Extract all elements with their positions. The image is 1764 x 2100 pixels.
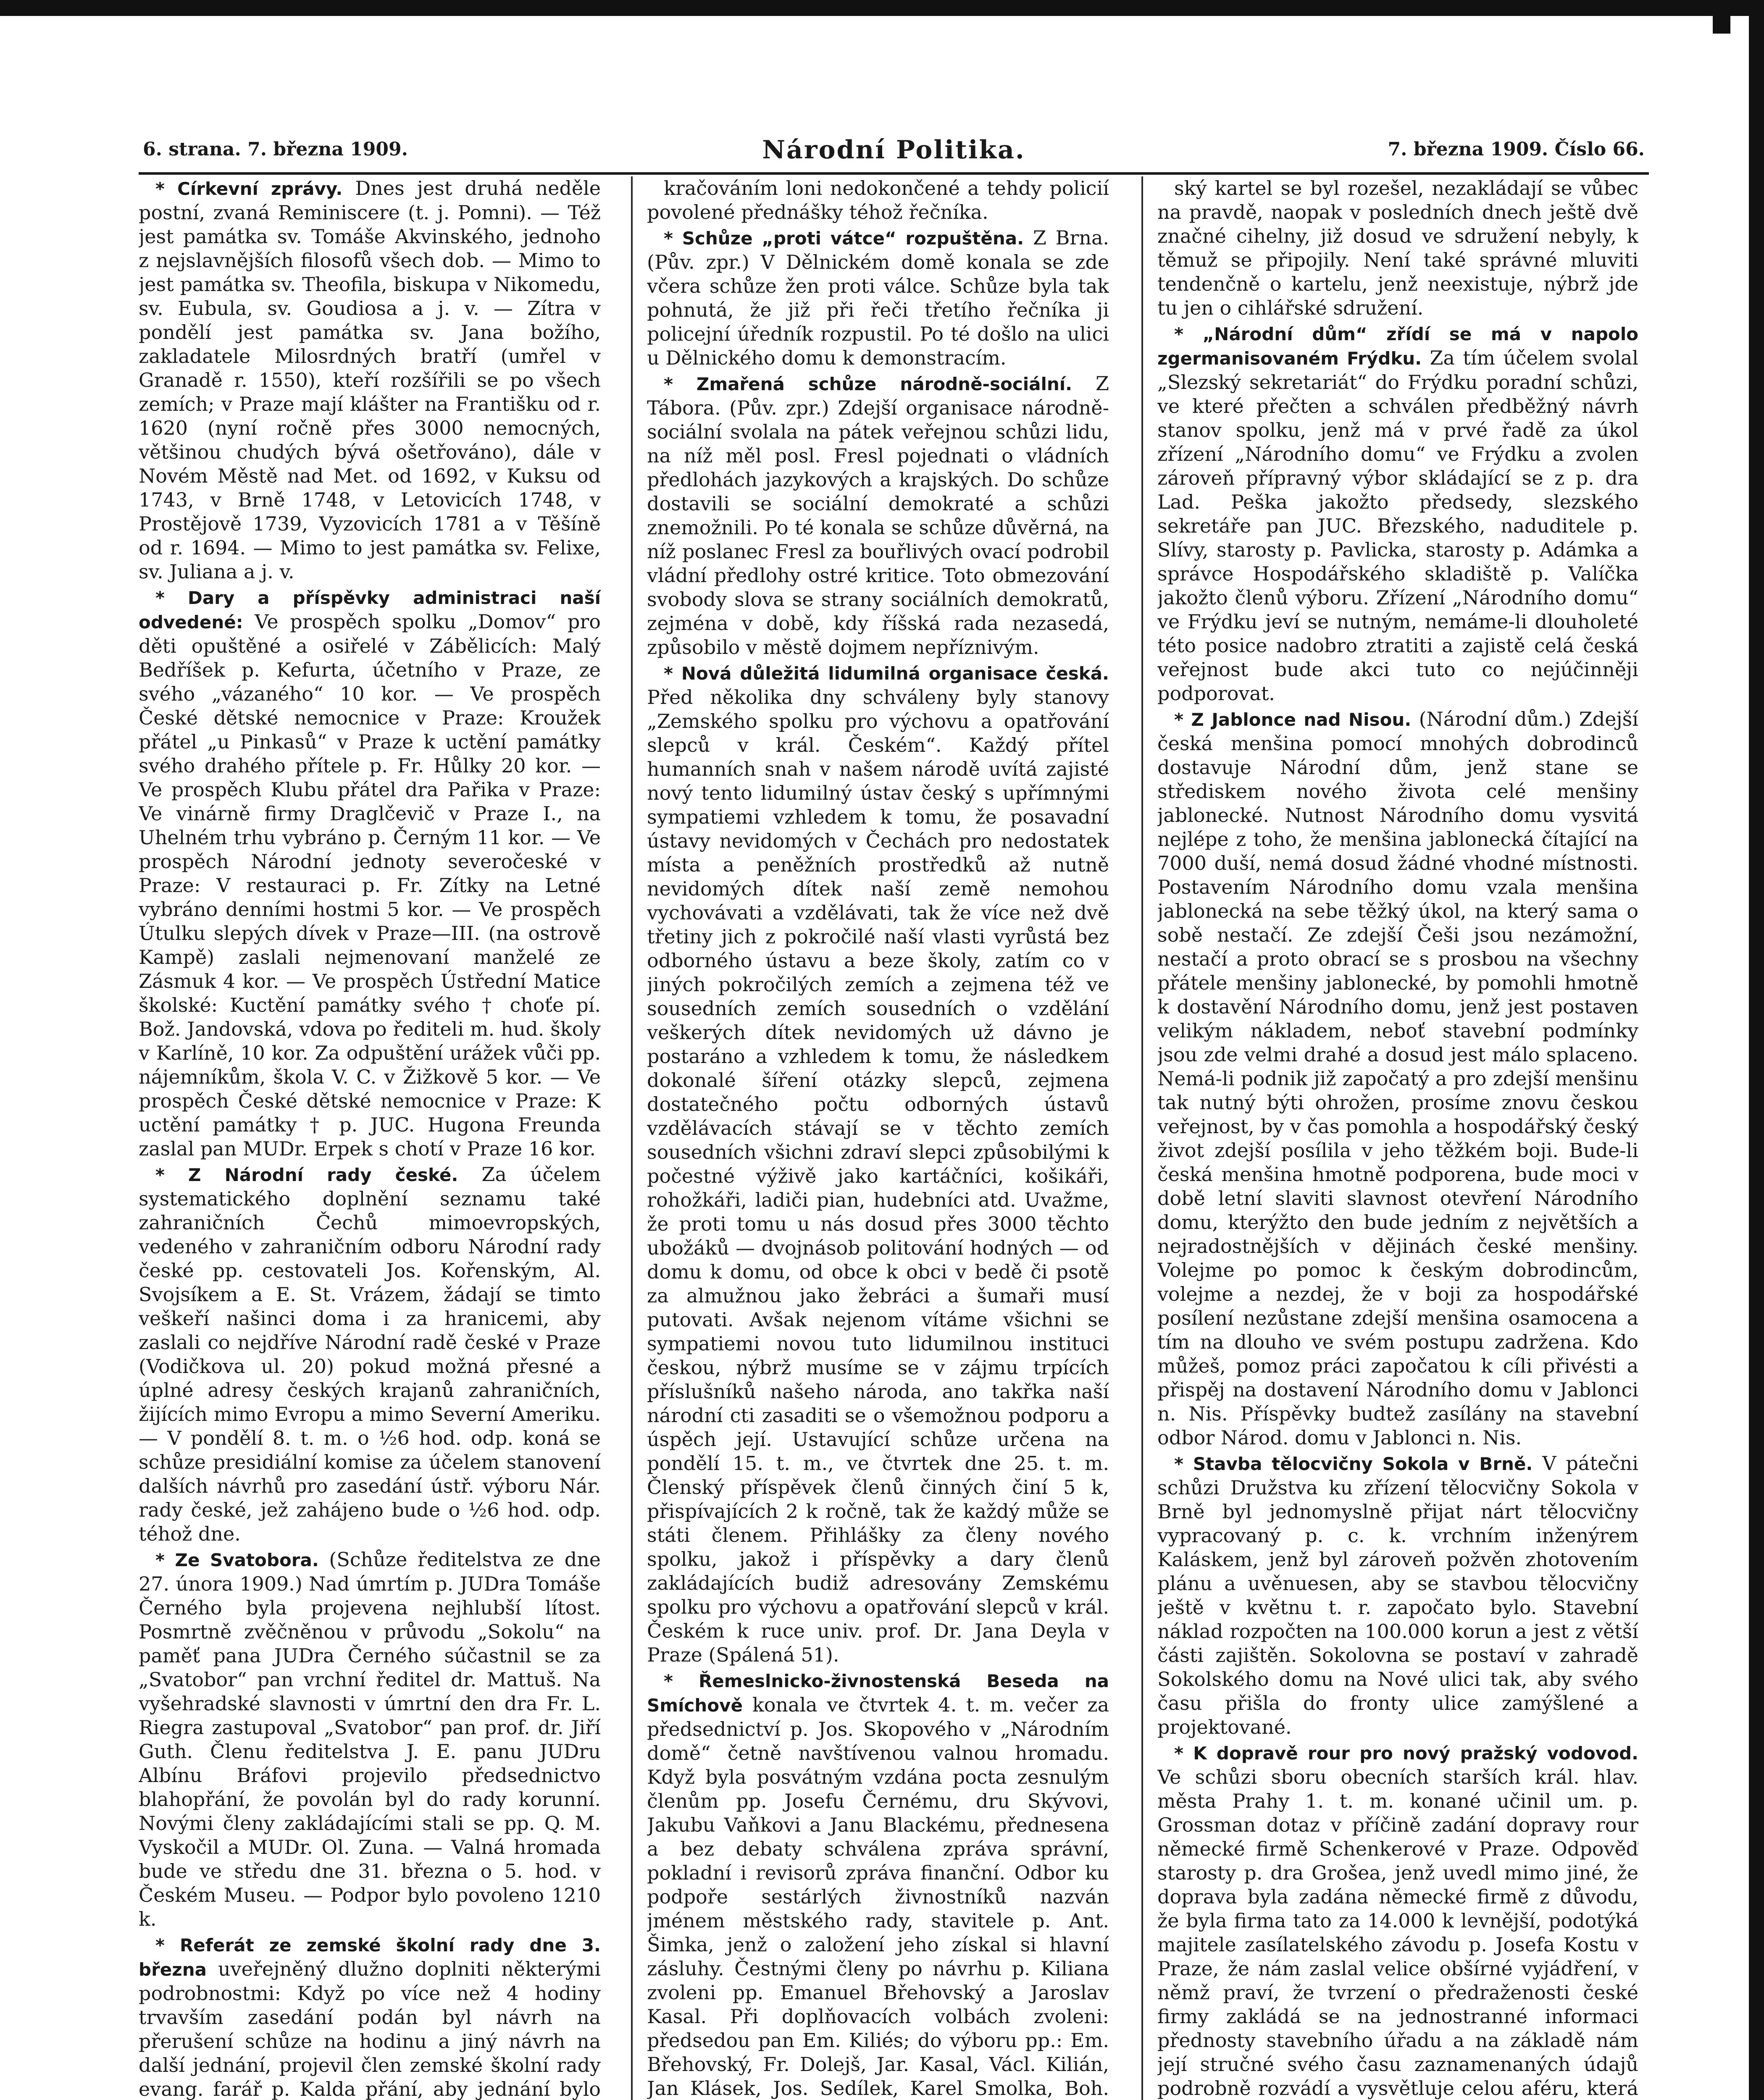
news-item-body: Ve prospěch spolku „Domov“ pro děti opuštěné a osiřelé v Zábělicích: Malý Bedříšek p. Kefurta, účetního v Praze, ze svého „vázaného“ 10 kor. — Ve prospěch České dětské nemocnice v Praze: Kroužek přátel „u Pinkasů“ v Praze k uctění památky svého drahého přítele p. Fr. Hůlky 20 kor. — Ve prospěch Klubu přátel dra Pařika v Praze: Ve vinárně firmy Draglčevič v Praze I., na Uhelném trhu vybráno p. Černým 11 kor. — Ve prospěch Národní jednoty severočeské v Praze: V restauraci p. Fr. Zítky na Letné vybráno denními hostmi 5 kor. — Ve prospěch Útulku slepých dívek v Praze—III. (na ostrově Kampě) zaslali nejmenovaní manželé ze Zásmuk 4 kor. — Ve prospěch Ústřední Matice školské: Kuctění památky svého † choťe pí. Bož. Jandovská, vdova po řediteli m. hud. školy v Karlíně, 10 kor. Za odpuštění urážek vůči pp. nájemníkům, škola V. C. v Žižkově 5 kor. — Ve prospěch České dětské nemocnice v Praze: K uctění památky † p. JUC. Hugona Freunda zaslal pan MUDr. Erpek s chotí v Praze 16 kor.: [139, 610, 601, 1160]
header-rule: [139, 172, 1649, 175]
news-item: [647, 226, 1109, 370]
news-item-headline: * Stavba tělocvičny Sokola v Brně.: [1174, 1454, 1533, 1474]
news-item-body: uveřejněný dlužno doplniti některými podrobnostmi: Když po více než 4 hodiny trvavším zasedání podán byl návrh na přerušení schůze na hodinu a jiný návrh na další jednání, projevil člen zemské školní rady evang. farář p. Kalda přání, aby jednání bylo: [139, 1958, 601, 2100]
news-item: [1157, 322, 1638, 706]
news-item-headline: * Ze Svatobora.: [155, 1550, 319, 1570]
news-item: [1157, 1741, 1638, 2100]
news-item-body: (Schůze ředitelstva ze dne 27. února 1909.) Nad úmrtím p. JUDra Tomáše Černého byla projevena nejhlubší lítost. Posmrtně zvěčněnou v průvodu „Sokolu“ na paměť pana JUDra Černého súčastnil se za „Svatobor“ pan vrchní ředitel dr. Mattuš. Na vyšehradské slavnosti v úmrtní den dra Fr. L. Riegra zastupoval „Svatobor“ pan prof. dr. Jiří Guth. Členu ředitelstva J. E. panu JUDru Albínu Bráfovi projevilo předsednictvo blahopřání, že povolán byl do rady korunní. Novými členy zakládajícími stali se pp. Q. M. Vyskočil a MUDr. Ol. Zuna. — Valná hromada bude ve středu dne 31. března o 5. hod. v Českém Museu. — Podpor bylo povoleno 1210 k.: [139, 1548, 601, 1930]
column-rule: [1141, 176, 1143, 2100]
news-item-body: Za tím účelem svolal „Slezský sekretariát“ do Frýdku poradní schůzi, ve které přečten a schválen předběžný návrh stanov spolku, jenž má v prvé řadě za úkol zřízení „Národního domu“ ve Frýdku a zvolen zároveň přípravný výbor skládající se z p. dra Lad. Peška jakožto předsedy, slezského sekretáře pan JUC. Březského, naduditele p. Slívy, starosty p. Pavlicka, starosty p. Adámka a správce Hospodářského skladiště p. Valíčka jakožto členů výboru. Zřízení „Národního domu“ ve Frýdku jeví se nutným, nemáme-li dlouholeté této posice nadobro ztratiti a zajistě celá česká veřejnost bude akci tuto co nejúčinněji podporovat.: [1157, 346, 1638, 705]
news-item-headline: * Schůze „proti vátce“ rozpuštěna.: [664, 228, 1024, 249]
news-item-body: Z Brna. (Pův. zpr.) V Dělnickém domě konala se zde včera schůze žen proti válce. Schůze byla tak pohnutá, že již při řeči třetího řečníka ji policejní úředník rozpustil. Po té došlo na ulici u Dělnického domu k demonstracím.: [647, 226, 1109, 369]
news-item: [139, 585, 601, 1161]
news-item: [139, 176, 601, 584]
news-item-headline: * Z Jablonce nad Nisou.: [1174, 709, 1412, 730]
news-item: [139, 1548, 601, 1931]
news-item-headline: * Referát ze zemské školní rady dne 3. března: [139, 1935, 601, 1980]
issue-label: 7. března 1909. Číslo 66.: [1388, 139, 1645, 160]
column-left: [139, 176, 601, 2100]
running-head: [143, 135, 1645, 165]
news-item: [647, 176, 1109, 224]
news-item-body: konala ve čtvrtek 4. t. m. večer za předsednictví p. Jos. Skopového v „Národním domě“ četně navštívenou valnou hromadu. Když byla posvátným vzdána pocta zesnulým členům pp. Josefu Černému, dru Skývovi, Jakubu Vaňkovi a Janu Blackému, přednesena a bez debaty schválena zpráva správní, pokladní i revisorů zpráva finanční. Odbor ku podpoře sestárlých živnostníků nazván jménem městského rady, stavitele p. Ant. Šimka, jenž o založení jeho získal si hlavní zásluhy. Čestnými členy po návrhu p. Kiliana zvoleni pp. Emanuel Břehovský a Jaroslav Kasal. Při doplňovacích volbách zvoleni: předsedou pan Em. Kiliés; do výboru pp.: Em. Břehovský, Fr. Dolejš, Jar. Kasal, Václ. Kilián, Jan Klásek, Jos. Sedílek, Karel Smolka, Boh.: [647, 1693, 1109, 2100]
column-rule: [631, 176, 633, 2100]
news-item-body: kračováním loni nedokončené a tehdy policií povolené přednášky téhož řečníka.: [647, 177, 1109, 223]
news-item-body: (Národní dům.) Zdejší česká menšina pomocí mnohých dobrodinců dostavuje Národní dům, jenž stane se střediskem nového života celé menšiny jablonecké. Nutnost Národního domu vysvitá nejlépe z toho, že menšina jablonecká čítající na 7000 duší, nemá dosud žádné vhodné místnosti. Postavením Národního domu vzala menšina jablonecká na sebe těžký úkol, na který sama o sobě nestačí. Ze zdejší Češi jsou nezámožní, nestačí a proto obrací se s prosbou na všechny přátele menšiny jablonecké, by pomohli hmotně k dostavění Národního domu, jenž jest postaven velikým nákladem, neboť stavební podmínky jsou zde velmi drahé a dosud jest málo splaceno. Nemá-li podnik již započatý a pro zdejší menšinu tak nutný býti ohrožen, prosíme znovu českou veřejnost, by v čas pomohla a hospodářský český život zdejší posílila v jeho těžkém boji. Bude-li česká menšina hmotně podporena, bude moci v době letní slaviti slavnost otevření Národního domu, kterýžto den bude jedním z největších a nejradostnějších v dějinách české menšiny. Volejme po pomoc k českým dobrodincům, volejme a nezdej, že v boji za hospodářské posílení nezůstane zdejší menšina osamocena a tím na dlouho ve svém postupu zadržena. Kdo můžeš, pomoz práci započatou k cíli přivésti a přispěj na dostavení Národního domu v Jablonci n. Nis. Příspěvky budtež zasílány na stavební odbor Národ. domu v Jablonci n. Nis.: [1157, 708, 1638, 1449]
news-item-headline: * „Národní dům“ zřídí se má v napolo zgermanisovaném Frýdku.: [1157, 324, 1638, 369]
scan-border-right: [1749, 0, 1764, 2100]
news-item-body: ský kartel se byl rozešel, nezakládají se vůbec na pravdě, naopak v posledních dnech ještě dvě značné cihelny, již dosud ve sdružení nebyly, k těmuž se připojily. Není také správné mluviti tendenčně o kartelu, jenž neexistuje, nýbrž jde tu jen o cihlářské sdružení.: [1157, 177, 1638, 319]
news-item: [139, 1163, 601, 1546]
news-item: [647, 372, 1109, 659]
news-item-headline: * Nová důležitá lidumilná organisace česká.: [664, 663, 1109, 684]
news-item-body: Za účelem systematického doplnění seznamu také zahraničních Čechů mimoevropských, vedeného v zahraničním odboru Národní rady české pp. cestovateli Jos. Kořenským, Al. Svojsíkem a E. St. Vrázem, žádají se timto veškeří našinci doma i za hranicemi, aby zaslali co nejdříve Národní radě české v Praze (Vodičkova ul. 20) pokud možná přesné a úplné adresy českých krajanů zahraničních, žijících mimo Evropu a mimo Severní Ameriku. — V pondělí 8. t. m. o ½6 hod. odp. koná se schůze presidiální komise za účelem stanovení dalších návrhů pro zasedání ústř. výboru Nár. rady české, jež zahájeno bude o ½6 hod. odp. téhož dne.: [139, 1163, 601, 1545]
news-item-headline: * Řemeslnicko-živnostenská Beseda na Smíchově: [647, 1671, 1109, 1716]
news-item-headline: * K dopravě rour pro nový pražský vodovod.: [1174, 1743, 1638, 1764]
page-label: 6. strana. 7. března 1909.: [143, 139, 408, 160]
masthead-title: Národní Politika.: [762, 135, 1025, 165]
news-item: [1157, 176, 1638, 320]
news-item-body: Z Tábora. (Pův. zpr.) Zdejší organisace národně-sociální svolala na pátek veřejnou schůzi lidu, na níž měl posl. Fresl pojednati o vládních předlohách jazykových a krajských. Do schůze dostavili se sociální demokraté a schůzi znemožnili. Po té konala se schůze důvěrná, na níž poslanec Fresl za bouřlivých ovací podrobil vládní předlohy ostré kritice. Toto obmezování svobody slova se strany sociálních demokratů, zejména v době, kdy říšská rada nezasedá, způsobilo v městě dojmem nepříznivým.: [647, 372, 1109, 659]
news-item: [647, 1669, 1109, 2100]
news-item-headline: * Církevní zprávy.: [155, 178, 343, 199]
scan-corner-mark: [1713, 0, 1730, 34]
news-item: [139, 1933, 601, 2100]
news-item: [647, 661, 1109, 1667]
news-item-headline: * Zmařená schůze národně-sociální.: [664, 374, 1073, 394]
news-item-body: Ve schůzi sboru obecních starších král. hlav. města Prahy 1. t. m. konané učinil um. p. Grossman dotaz v příčině zadání dopravy rour německé firmě Schenkerové v Praze. Odpověď starosty p. dra Grošea, jenž uvedl mimo jiné, že doprava byla zadána německé firmě z důvodu, že byla firma tato za 14.000 k levnější, podotýká majitele zasílatelského závodu p. Josefa Kostu v Praze, že nám zaslal velice obšírné vyjádření, v němž praví, že tvrzení o předraženosti české firmy zakládá se na jednostranné informaci přednosty stavebního úřadu a na základě nám její stručné svého času zaznamenaných údajů podrobně rozvádí a vysvětluje celou aféru, která: [1157, 1766, 1638, 2100]
news-item-headline: * Dary a příspěvky administraci naší odvedené:: [139, 588, 601, 633]
news-item: [1157, 707, 1638, 1450]
scan-border-top: [0, 0, 1764, 16]
news-item-body: Dnes jest druhá neděle postní, zvaná Reminiscere (t. j. Pomni). — Též jest památka sv. Tomáše Akvinského, jednoho z nejslavnějších filosofů všech dob. — Mimo to jest památka sv. Theofila, biskupa v Nikomedu, sv. Eubula, sv. Goudiosa a j. v. — Zítra v pondělí jest památka sv. Jana božího, zakladatele Milosrdných bratří (umřel v Granadě r. 1550), kteří rozšířili se po všech zemích; v Praze mají klášter na Františku od r. 1620 (nyní ročně přes 3000 nemocných, většinou chudých bývá ošetřováno), dále v Novém Městě nad Met. od 1692, v Kuksu od 1743, v Brně 1748, v Letovicích 1748, v Prostějově 1739, Vyzovicích 1781 a v Těšíně od r. 1694. — Mimo to jest památka sv. Felixe, sv. Juliana a j. v.: [139, 177, 601, 583]
column-middle: [647, 176, 1109, 2100]
news-item-body: V pátečni schůzi Družstva ku zřízení tělocvičny Sokola v Brně byl jednomyslně přijat nárt tělocvičny vypracovaný p. c. k. vrchním inženýrem Kaláskem, jenž byl zároveň požvěn zhotovením plánu a uvěnuesen, aby se stavbou tělocvičny ještě v květnu t. r. započato bylo. Stavební náklad rozpočten na 100.000 korun a jest z větší části zajištěn. Sokolovna se postaví v zahradě Sokolského domu na Nové ulici tak, aby svého času přišla do fronty ulice zamýšlené a projektované.: [1157, 1452, 1638, 1738]
news-item-headline: * Z Národní rady české.: [155, 1165, 458, 1185]
news-item-body: Před několika dny schváleny byly stanovy „Zemského spolku pro výchovu a opatřování slepců v král. Českém“. Každý přítel humanních snah v našem národě uvítá zajisté nový tento lidumilný ústav český s upřímnými sympatiemi vzhledem k tomu, že posavadní ústavy nevidomých v Čechách pro nedostatek místa a peněžních prostředků až nutně nevidomých dítek naší země nemohou vychovávati a vzdělávati, tak že více než dvě třetiny jich z pokročilé naší vlasti vyrůstá bez odborného ústavu a beze školy, zatím co v jiných pokročilých zemích a zejmena též ve sousedních zemích sousedních o vzdělání veškerých dítek nevidomých už dávno je postaráno a vzhledem k tomu, že následkem dokonalé šíření otázky slepců, zejmena dostatečného počtu odborných ústavů vzdělávacích stávají se v těchto zemích sousedních všichni zdraví slepci způsobilými k počestné výživě jako kartáčníci, košikáři, rohožkáři, ladiči pian, hudebníci atd. Uvažme, že proti tomu u nás dosud přes 3000 těchto ubožáků — dvojnásob politování hodných — od domu k domu, od obce k obci v bedě či psotě za almužnou jako žebráci a šumaři musí putovati. Avšak nejenom vítáme všichni se sympatiemi novou tuto lidumilnou instituci českou, nýbrž musíme se v zájmu trpících příslušníků našeho národa, ano takřka naší národní cti zasaditi se o všemožnou podporu a úspěch její. Ustavující schůze určena na pondělí 15. t. m., ve čtvrtek dne 25. t. m. Členský příspěvek členů činných činí 5 k, přispívajících 2 k ročně, tak že každý může se státi členem. Přihlášky za členy nového spolku, jakož i příspěvky a dary členů zakládajících budiž adresovány Zemskému spolku pro výchovu a opatřování slepců v král. Českém k ruce univ. prof. Dr. Jana Deyla v Praze (Spálená 51).: [647, 686, 1109, 1666]
news-item: [1157, 1452, 1638, 1739]
column-right: [1157, 176, 1638, 2100]
